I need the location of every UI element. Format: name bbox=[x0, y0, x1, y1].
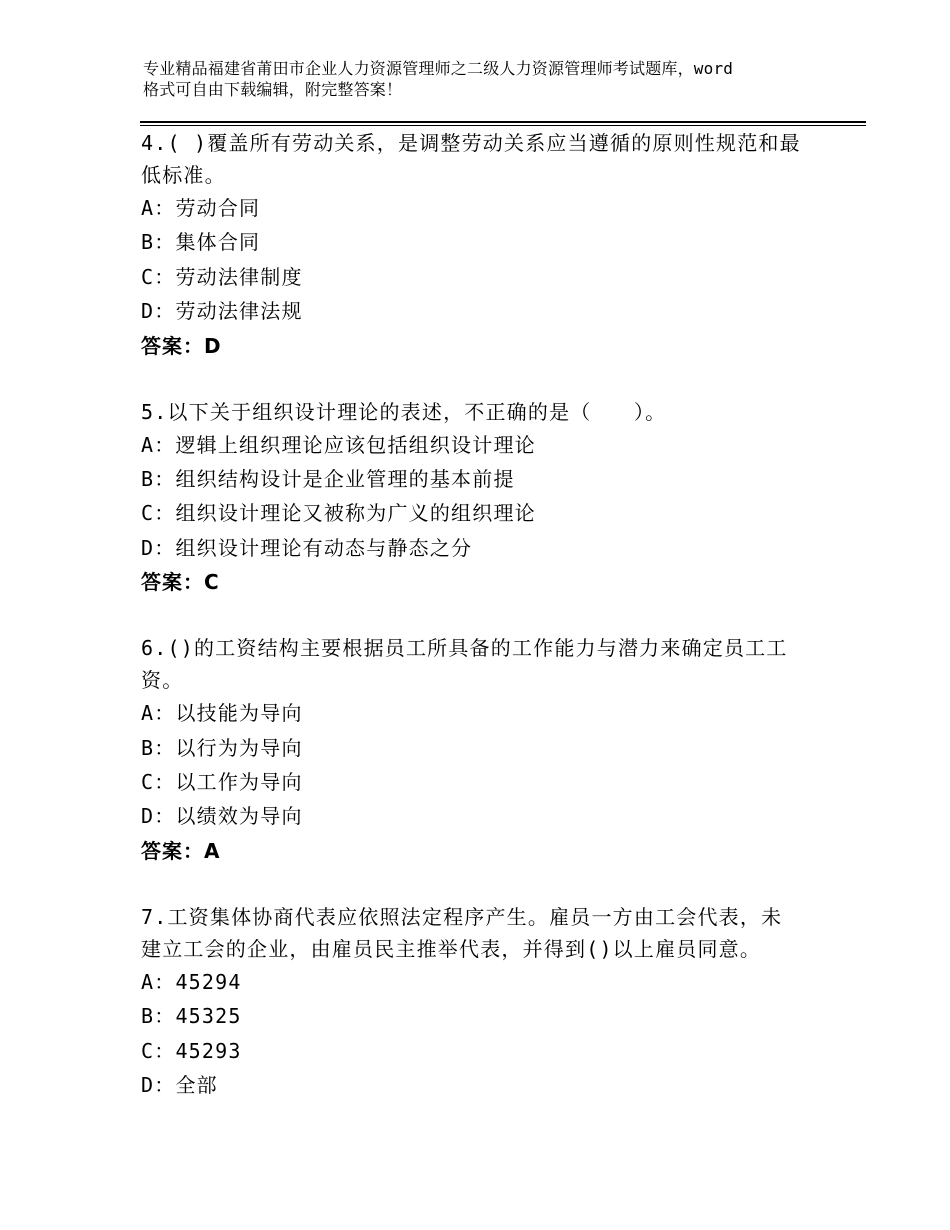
question-stem bbox=[141, 900, 821, 965]
header-divider-thick bbox=[140, 121, 866, 123]
question-stem bbox=[141, 395, 821, 428]
answer: 答案：A bbox=[141, 838, 221, 863]
option-a: A：劳动合同 bbox=[141, 196, 261, 220]
option-c: C：组织设计理论又被称为广义的组织理论 bbox=[141, 501, 536, 526]
document-header bbox=[143, 58, 843, 100]
header-line-2: 格式可自由下载编辑，附完整答案！ bbox=[143, 80, 403, 99]
option-b: B：以行为为导向 bbox=[141, 735, 303, 760]
stem-line: 资。 bbox=[141, 668, 184, 693]
option-a: A：以技能为导向 bbox=[141, 701, 303, 726]
stem-line: 4.( )覆盖所有劳动关系，是调整劳动关系应当遵循的原则性规范和最 bbox=[141, 131, 801, 155]
option-c: C：劳动法律制度 bbox=[141, 264, 303, 289]
option-b: B：集体合同 bbox=[141, 230, 261, 255]
option-d: D：以绩效为导向 bbox=[141, 804, 303, 829]
question-7 bbox=[141, 900, 821, 1103]
spacer bbox=[141, 868, 821, 900]
option-d: D：全部 bbox=[141, 1073, 218, 1098]
question-4 bbox=[141, 126, 821, 363]
stem-line: 低标准。 bbox=[141, 163, 226, 187]
option-b: B：45325 bbox=[141, 1004, 242, 1029]
option-b: B：组织结构设计是企业管理的基本前提 bbox=[141, 467, 515, 492]
question-list bbox=[141, 126, 821, 1103]
option-d: D：劳动法律法规 bbox=[141, 299, 303, 324]
stem-line: 5.以下关于组织设计理论的表述，不正确的是（ ）。 bbox=[141, 399, 667, 424]
option-c: C：以工作为导向 bbox=[141, 770, 303, 795]
option-a: A：45294 bbox=[141, 969, 242, 994]
question-stem bbox=[141, 631, 821, 696]
spacer bbox=[141, 599, 821, 631]
stem-line: 6.()的工资结构主要根据员工所具备的工作能力与潜力来确定员工工 bbox=[141, 636, 788, 661]
option-a: A：逻辑上组织理论应该包括组织设计理论 bbox=[141, 432, 536, 457]
stem-line: 7.工资集体协商代表应依照法定程序产生。雇员一方由工会代表，未 bbox=[141, 904, 783, 929]
question-5 bbox=[141, 395, 821, 600]
spacer bbox=[141, 363, 821, 395]
answer: 答案：D bbox=[141, 333, 222, 358]
question-stem bbox=[141, 126, 821, 191]
option-d: D：组织设计理论有动态与静态之分 bbox=[141, 535, 473, 560]
answer: 答案：C bbox=[141, 570, 220, 595]
stem-line: 建立工会的企业，由雇员民主推举代表，并得到()以上雇员同意。 bbox=[141, 936, 762, 961]
question-6 bbox=[141, 631, 821, 868]
option-c: C：45293 bbox=[141, 1038, 242, 1063]
header-line-1: 专业精品福建省莆田市企业人力资源管理师之二级人力资源管理师考试题库，word bbox=[143, 59, 734, 78]
